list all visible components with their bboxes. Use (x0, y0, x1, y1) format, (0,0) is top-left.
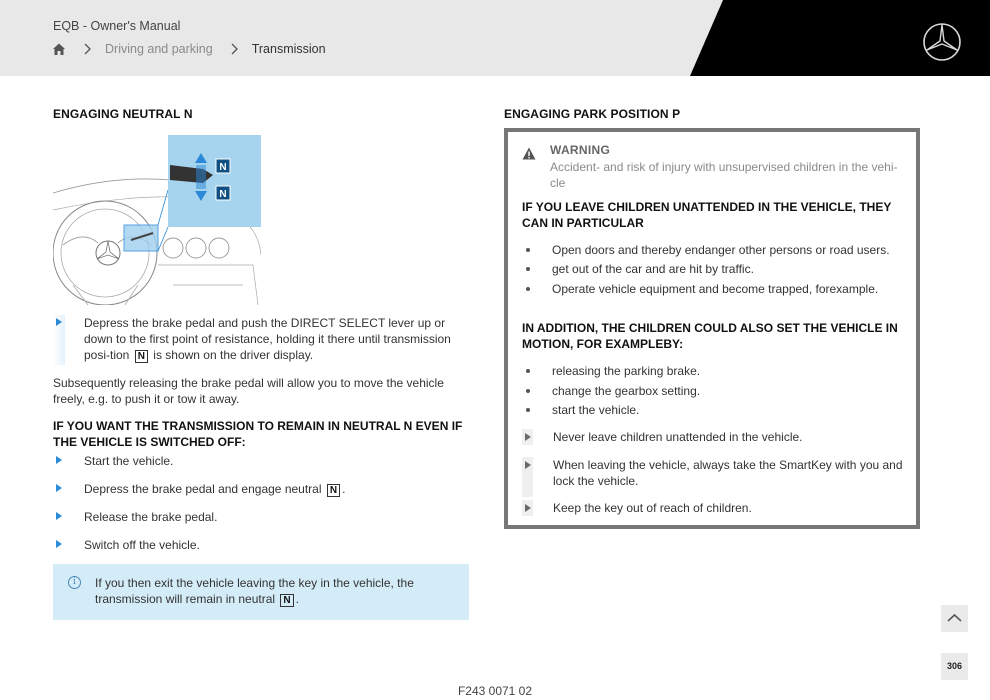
step-arrow-icon (56, 318, 62, 326)
warning-step: When leaving the vehicle, always take the SmartKey with you and lock the vehicle. (522, 457, 907, 497)
step-arrow-icon (56, 484, 62, 492)
gear-indicator: N (327, 484, 340, 497)
header (0, 0, 990, 76)
page-number: 306 (941, 653, 968, 680)
list-item: get out of the car and are hit by traffic. (522, 261, 907, 277)
chevron-right-icon (82, 43, 92, 55)
list-item: Open doors and thereby endanger other persons or road users. (522, 242, 907, 258)
subhead-remain-neutral: IF YOU WANT THE TRANSMISSION TO REMAIN IN NEUTRAL N EVEN IF THE VEHICLE IS SWITCHED OFF: (53, 419, 463, 449)
info-icon: i (68, 576, 81, 589)
warning-step: Keep the key out of reach of children. (522, 500, 907, 516)
instruction-step: Depress the brake pedal and engage neutral N . (53, 481, 468, 497)
gear-indicator: N (135, 350, 148, 363)
info-note: i If you then exit the vehicle leaving the key in the vehicle, the transmission will remain in neutral N . (53, 564, 469, 620)
steering-lever-illustration (53, 135, 261, 305)
section-title-neutral: ENGAGING NEUTRAL N (53, 107, 193, 121)
mercedes-star-logo (922, 22, 962, 62)
indicator-n-up: N (219, 162, 227, 173)
instruction-step: Depress the brake pedal and push the DIRECT SELECT lever up or down to the first point of resistance, holding it there until transmission posi-tion N is shown on the driver display. (53, 315, 468, 365)
breadcrumb (52, 42, 326, 56)
step-arrow-icon (56, 456, 62, 464)
paragraph-neutral: Subsequently releasing the brake pedal will allow you to move the vehicle freely, e.g. to push it or tow it away. (53, 376, 444, 406)
figure-code: F243 0071 02 (457, 684, 533, 698)
manual-title: EQB - Owner's Manual (53, 19, 181, 33)
warning-label: WARNING (550, 143, 611, 157)
list-item: releasing the parking brake. (522, 363, 907, 379)
warning-subtitle: Accident- and risk of injury with unsupervised children in the vehi-cle (550, 160, 898, 190)
instruction-step: Start the vehicle. (53, 453, 468, 469)
instruction-step: Switch off the vehicle. (53, 537, 468, 553)
chevron-up-icon (941, 605, 968, 632)
breadcrumb-link-driving[interactable]: Driving and parking (105, 42, 213, 56)
instruction-step: Release the brake pedal. (53, 509, 468, 525)
breadcrumb-current: Transmission (251, 42, 326, 56)
warning-heading: IF YOU LEAVE CHILDREN UNATTENDED IN THE VEHICLE, THEY CAN IN PARTICULAR (522, 200, 892, 230)
list-item: change the gearbox setting. (522, 383, 907, 399)
step-arrow-icon (56, 512, 62, 520)
warning-step: Never leave children unattended in the vehicle. (522, 429, 907, 445)
step-arrow-icon (56, 540, 62, 548)
warning-box (504, 128, 920, 529)
warning-triangle-icon (522, 147, 536, 160)
step-arrow-icon (525, 504, 531, 512)
indicator-n-down: N (219, 189, 227, 200)
step-arrow-icon (525, 461, 531, 469)
gear-indicator: N (280, 594, 293, 607)
step-arrow-icon (525, 433, 531, 441)
list-item: Operate vehicle equipment and become trapped, forexample. (522, 281, 907, 297)
warning-heading: IN ADDITION, THE CHILDREN COULD ALSO SET THE VEHICLE IN MOTION, FOR EXAMPLEBY: (522, 321, 898, 351)
section-title-park: ENGAGING PARK POSITION P (504, 107, 681, 121)
home-icon[interactable] (52, 42, 66, 56)
list-item: start the vehicle. (522, 402, 907, 418)
chevron-right-icon (229, 43, 239, 55)
scroll-to-top-button[interactable] (941, 605, 968, 632)
